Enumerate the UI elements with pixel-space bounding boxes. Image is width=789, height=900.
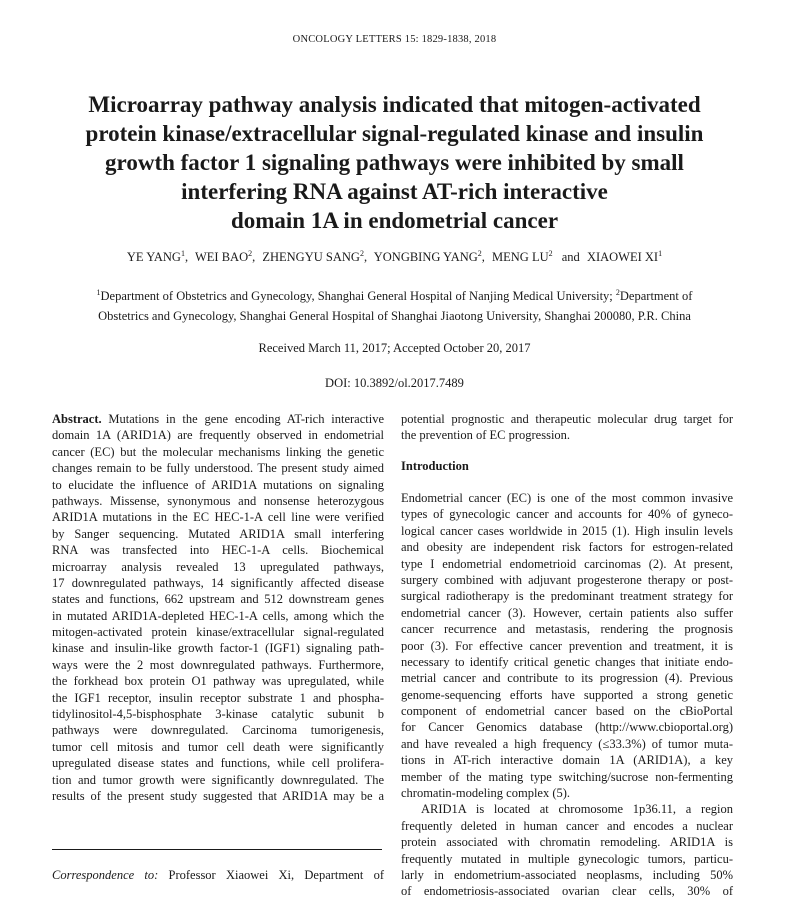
abstract-line: the forkhead box protein O1 pathway was upregulated, while: [52, 674, 384, 689]
abstract-line: in mutated ARID1A-depleted HEC-1-A cells, among which the: [52, 608, 384, 623]
abstract-line: kinase and insulin-like growth factor-1 (IGF1) signaling path-: [52, 641, 384, 656]
body-line: tions in AT-rich interactive domain 1A (ARID1A), a key: [401, 753, 733, 768]
author-name: XIAOWEI XI: [586, 250, 659, 264]
author-affiliation-mark: 1: [180, 249, 185, 258]
title-line: protein kinase/extracellular signal-regulated kinase and insulin: [85, 121, 704, 146]
abstract-continuation: [401, 411, 733, 444]
abstract-line: to elucidate the influence of ARID1A mutations on signaling: [52, 477, 384, 492]
abstract-line: the IGF1 receptor, insulin receptor substrate 1 and phospha-: [52, 690, 384, 705]
author-name: YE YANG: [126, 250, 181, 264]
abstract-line: pathways. Missense, synonymous and nonsense heterozygous: [52, 493, 384, 508]
author-affiliation-mark: 2: [548, 249, 553, 258]
abstract-line: tumor cell mitosis and tumor cell death were significantly: [52, 739, 384, 754]
body-line: frequently mutated in multiple gynecologic tumors, particu-: [401, 851, 733, 866]
abstract-line: tion and tumor growth were significantly downregulated. The: [52, 772, 384, 787]
abstract-line: upregulated disease states and functions, while cell prolifera-: [52, 756, 384, 771]
doi-link[interactable]: DOI: 10.3892/ol.2017.7489: [325, 376, 464, 390]
abstract-line: cancer (EC) but the molecular mechanisms linking the genetic: [52, 444, 384, 459]
title-line: interfering RNA against AT-rich interactive: [181, 179, 608, 204]
affiliation-mark: 1: [96, 288, 101, 297]
body-line: metrial cancer and contribute to its progression (4). Previous: [401, 671, 733, 686]
introduction-body: [401, 490, 733, 900]
author-list: YE YANG$^1$, WEI BAO$^2$, ZHENGYU SANG$^2$, YONGBING YANG$^2$, MENG $LU^2$ and XIAOWEI $XI^1$: [126, 249, 663, 264]
body-line: chromatin-modeling complex (5).: [401, 786, 571, 801]
author-name: YONGBING YANG: [373, 250, 478, 264]
body-line: surgical radiotherapy is the predominant treatment strategy for: [401, 589, 733, 604]
body-line: of endometriosis-associated ovarian clear cells, 30% of: [401, 884, 733, 899]
affiliation-mark: 2: [615, 288, 620, 297]
authors-conjunction: and: [561, 250, 580, 264]
correspondence-note: [52, 867, 384, 883]
affiliations: [60, 286, 729, 326]
affiliation-text: Department of Obstetrics and Gynecology, Shanghai General Hospital of Nanjing Medical University;: [100, 289, 616, 303]
abstract-line: changes remain to be fully understood. The present study aimed: [52, 461, 384, 476]
author-affiliation-mark: 2: [248, 249, 253, 258]
author-affiliation-mark: 2: [477, 249, 482, 258]
abstract-line: mitogen-activated protein kinase/extracellular signal-regulated: [52, 625, 384, 640]
body-line: ARID1A is located at chromosome 1p36.11, a region: [421, 802, 733, 817]
body-line: necessary to identify critical genetic changes that initiate endo-: [401, 654, 733, 669]
affiliation-line: Obstetrics and Gynecology, Shanghai General Hospital of Shanghai Jiaotong University, Shanghai 200080, P.R. China: [98, 309, 691, 323]
title-line: growth factor 1 signaling pathways were inhibited by small: [105, 150, 684, 175]
author-affiliation-mark: 1: [658, 249, 663, 258]
abstract-line: Abstract. Mutations in the gene encoding AT-rich interactive: [52, 412, 384, 426]
affiliation-text: Department of: [619, 289, 693, 303]
footnote-divider: [52, 849, 382, 850]
abstract-line: potential prognostic and therapeutic molecular drug target for: [401, 412, 733, 426]
abstract-line: ways were the 2 most downregulated pathways. Furthermore,: [52, 657, 384, 672]
body-line: larly in endometrium-associated neoplasms, including 50%: [401, 867, 733, 882]
body-line: and obesity are independent risk factors for estrogen-related: [401, 540, 733, 555]
abstract-line: results of the present study suggested that ARID1A may be a: [52, 788, 384, 803]
body-line: member of the mating type switching/sucrose non-fermenting: [401, 769, 733, 784]
abstract-line: ARID1A mutations in the EC HEC-1-A cell line were verified: [52, 510, 384, 525]
affiliation-line: [60, 286, 729, 306]
author-affiliation-mark: 2: [359, 249, 364, 258]
abstract-line: tidylinositol-4,5-bisphosphate 3-kinase catalytic subunit b: [52, 707, 384, 722]
article-title: [40, 90, 749, 235]
abstract-line: RNA was transfected into HEC-1-A cells. Biochemical: [52, 543, 384, 558]
author-name: ZHENGYU SANG: [262, 250, 360, 264]
body-line: surgery combined with adjuvant progesterone therapy or post-: [401, 572, 733, 587]
abstract-line: states and functions, 662 upstream and 512 downstream genes: [52, 592, 384, 607]
abstract-column: [52, 411, 384, 804]
section-heading-introduction: Introduction: [401, 459, 469, 473]
body-line: logical cancer cases worldwide in 2015 (1). High insulin levels: [401, 523, 733, 538]
body-line: frequently deleted in human cancer and encodes a nuclear: [401, 818, 733, 833]
abstract-line: domain 1A (ARID1A) are frequently observed in endometrial: [52, 428, 384, 443]
body-line: cancer recurrence and metastasis, rendering the prognosis: [401, 622, 733, 637]
abstract-line: the prevention of EC progression.: [401, 428, 571, 443]
title-line: Microarray pathway analysis indicated that mitogen-activated: [88, 92, 701, 117]
abstract-line: by Sanger sequencing. Mutated ARID1A small interfering: [52, 526, 384, 541]
received-accepted-dates: Received March 11, 2017; Accepted October 20, 2017: [258, 341, 531, 355]
body-line: and have revealed a high frequency (≤33.3%) of tumor muta-: [401, 736, 733, 751]
correspondence-line: Correspondence to: Professor Xiaowei Xi, Department of: [52, 868, 385, 882]
body-line: component of endometrial cancer based on the cBioPortal: [401, 704, 733, 719]
running-head: ONCOLOGY LETTERS 15: 1829-1838, 2018: [292, 34, 497, 45]
abstract-line: microarray analysis revealed 13 upregulated pathways,: [52, 559, 384, 574]
body-line: types of gynecologic cancer and accounts for 40% of gyneco-: [401, 507, 733, 522]
body-line: genome-sequencing efforts have supported a strong genetic: [401, 687, 733, 702]
author-name: WEI BAO: [194, 250, 249, 264]
abstract-line: pathways were downregulated. Carcinoma tumorigenesis,: [52, 723, 384, 738]
correspondence-label: Correspondence to:: [52, 868, 159, 882]
abstract-line: 17 downregulated pathways, 14 significantly affected disease: [52, 575, 384, 590]
body-line: for Cancer Genomics database (http://www.cbioportal.org): [401, 720, 733, 735]
abstract-label: Abstract.: [52, 412, 102, 426]
body-line: endometrial cancer (3). However, certain patients also suffer: [401, 605, 733, 620]
body-line: Endometrial cancer (EC) is one of the most common invasive: [401, 491, 733, 505]
body-line: protein associated with chromatin remodeling. ARID1A is: [401, 835, 733, 850]
body-line: type I endometrial endometrioid carcinomas (2). At present,: [401, 556, 733, 571]
author-name: MENG LU: [492, 250, 549, 264]
title-line: domain 1A in endometrial cancer: [230, 208, 559, 233]
body-line: poor (3). For effective cancer prevention and treatment, it is: [401, 638, 733, 653]
